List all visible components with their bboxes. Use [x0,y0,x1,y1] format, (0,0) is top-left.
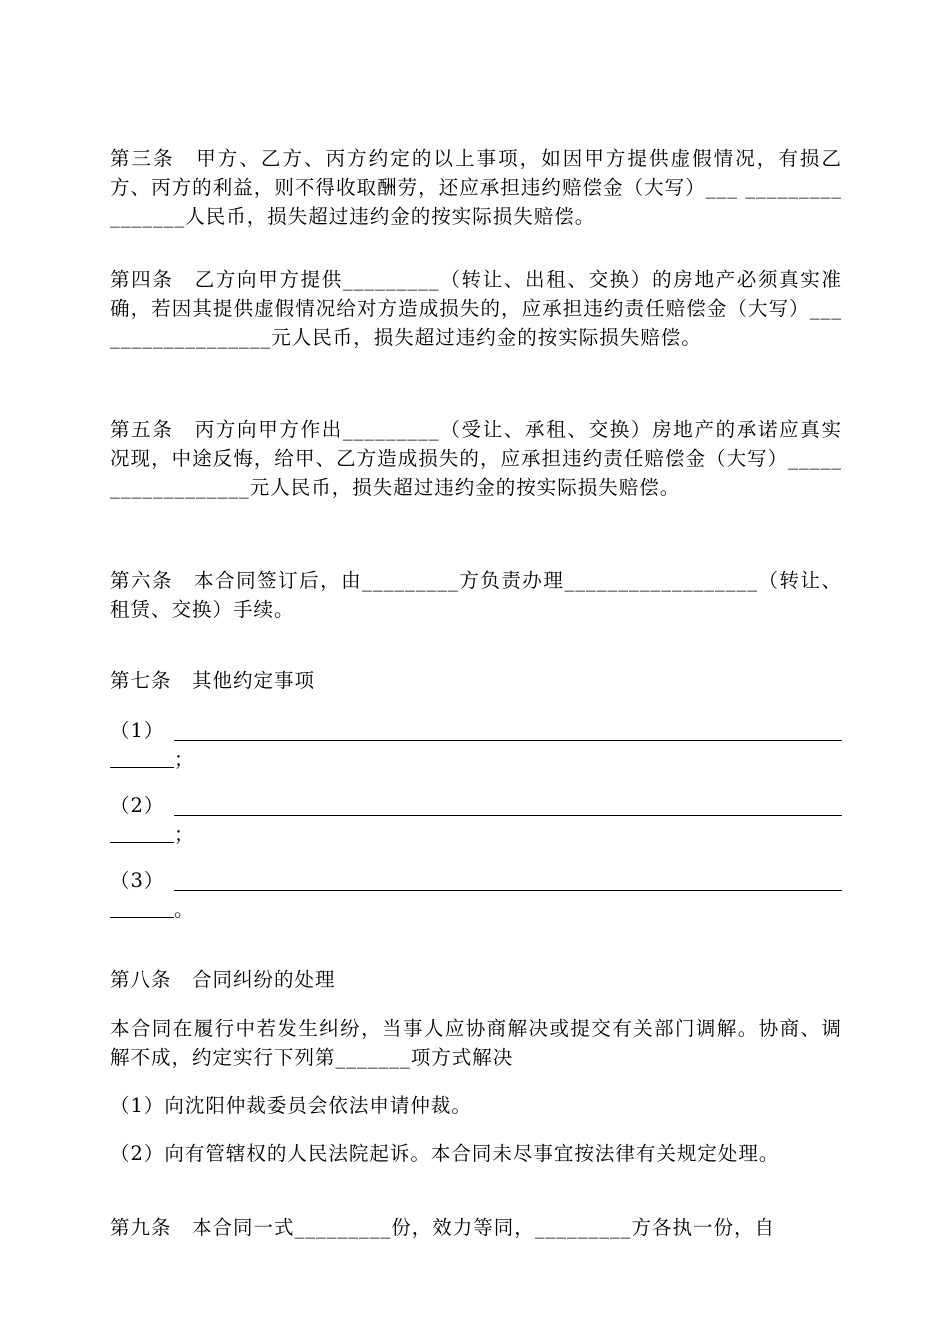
article-5: 第五条 丙方向甲方作出_________（受让、承租、交换）房地产的承诺应真实况现，中途反悔，给甲、乙方造成损失的，应承担违约责任赔偿金（大写）__________________元人民币，损失超过违约金的按实际损失赔偿。 [110,418,842,499]
item-number: （1） [110,719,165,742]
item-end-punct: ； [174,823,195,846]
blank-line [110,895,174,918]
article-7-item-3 [110,866,842,921]
item-number: （3） [110,869,165,892]
blank-line [174,815,842,816]
article-6: 第六条 本合同签订后，由_________方负责办理__________________（转让、租赁、交换）手续。 [110,569,842,621]
article-8-option-1: （1）向沈阳仲裁委员会依法申请仲裁。 [110,1094,472,1117]
article-7-title: 第七条 其他约定事项 [110,669,316,692]
article-7-item-2 [110,791,842,846]
blank-line [174,740,842,741]
item-tail [110,820,195,849]
item-end-punct: ； [174,748,195,771]
blank-line [174,890,842,891]
article-9: 第九条 本合同一式_________份，效力等同，_________方各执一份，自 [110,1216,776,1239]
article-8-title: 第八条 合同纠纷的处理 [110,968,336,991]
article-7-item-1 [110,716,842,771]
item-number: （2） [110,794,165,817]
article-3: 第三条 甲方、乙方、丙方约定的以上事项，如因甲方提供虚假情况，有损乙方、丙方的利益，则不得收取酬劳，还应承担违约赔偿金（大写）___ ________________人民币，损失超过违约金的按实际损失赔偿。 [110,147,842,228]
item-tail [110,745,195,774]
article-4: 第四条 乙方向甲方提供_________（转让、出租、交换）的房地产必须真实准确，若因其提供虚假情况给对方造成损失的，应承担违约责任赔偿金（大写）__________________元人民币，损失超过违约金的按实际损失赔偿。 [110,268,842,349]
blank-line [110,820,174,843]
article-8-option-2: （2）向有管辖权的人民法院起诉。本合同未尽事宜按法律有关规定处理。 [110,1142,780,1165]
blank-line [110,745,174,768]
item-end-punct: 。 [174,898,195,921]
item-tail [110,895,195,924]
article-8-body: 本合同在履行中若发生纠纷，当事人应协商解决或提交有关部门调解。协商、调解不成，约定实行下列第_______项方式解决 [110,1017,842,1069]
